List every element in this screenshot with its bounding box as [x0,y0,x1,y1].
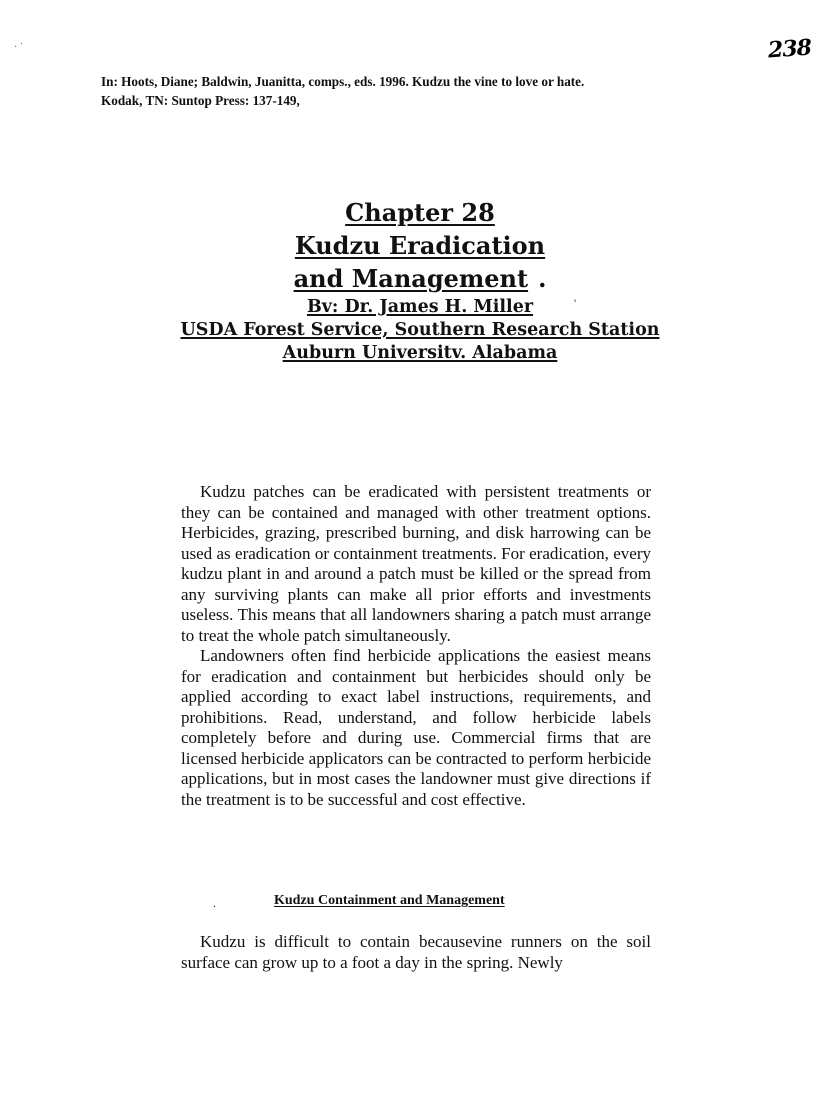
paragraph-1: Kudzu patches can be eradicated with persistent treatments or they can be contained and managed with other treatment options. Herbicides, grazing, prescribed burning, and disk harrowing can be used as eradication or containment treatments. For eradication, every kudzu plant in and around a patch must be killed or the spread from any surviving plants can make all prior efforts and investments useless. This means that all landowners sharing a patch must arrange to treat the whole patch simultaneously. [181,482,651,645]
citation-line-1: In: Hoots, Diane; Baldwin, Juanitta, comps., eds. 1996. Kudzu the vine to love or hate. [101,74,585,89]
handwritten-page-number: 238 [767,34,812,64]
author-location: Auburn Universitv. Alabama [282,343,558,363]
chapter-title-line-2-text: and Management [293,264,529,293]
citation-line-2: Kodak, TN: Suntop Press: 137-149, [101,93,300,108]
section-bullet-dot: . [213,896,216,910]
scan-specks: · ˙ [14,42,24,53]
paragraph-2: Landowners often find herbicide applications the easiest means for eradication and containment but herbicides should only be applied according to exact label instructions, requirements, and prohibitions. Read, understand, and follow herbicide labels completely before and during use. Commercial firms that are licensed herbicide applicators can be contracted to perform herbicide applications, but in most cases the landowner must give directions if the treatment is to be successful and cost effective. [181,646,651,809]
section-heading: Kudzu Containment and Management [274,893,505,908]
section-body-text [181,931,651,973]
citation-header [101,72,741,110]
author-byline: Bv: Dr. James H. Miller [306,297,534,317]
scan-tick-mark: ' [574,296,577,310]
chapter-title-line-1: Kudzu Eradication [294,231,546,260]
section-paragraph-1: Kudzu is difficult to contain becausevine runners on the soil surface can grow up to a foot a day in the spring. Newly [181,932,651,972]
chapter-title-block [160,196,680,364]
author-affiliation: USDA Forest Service, Southern Research Station [180,320,660,340]
title-trailing-dot: . [538,264,547,293]
chapter-number: Chapter 28 [345,198,495,227]
intro-body-text [181,482,651,810]
chapter-title-line-2 [160,262,680,295]
